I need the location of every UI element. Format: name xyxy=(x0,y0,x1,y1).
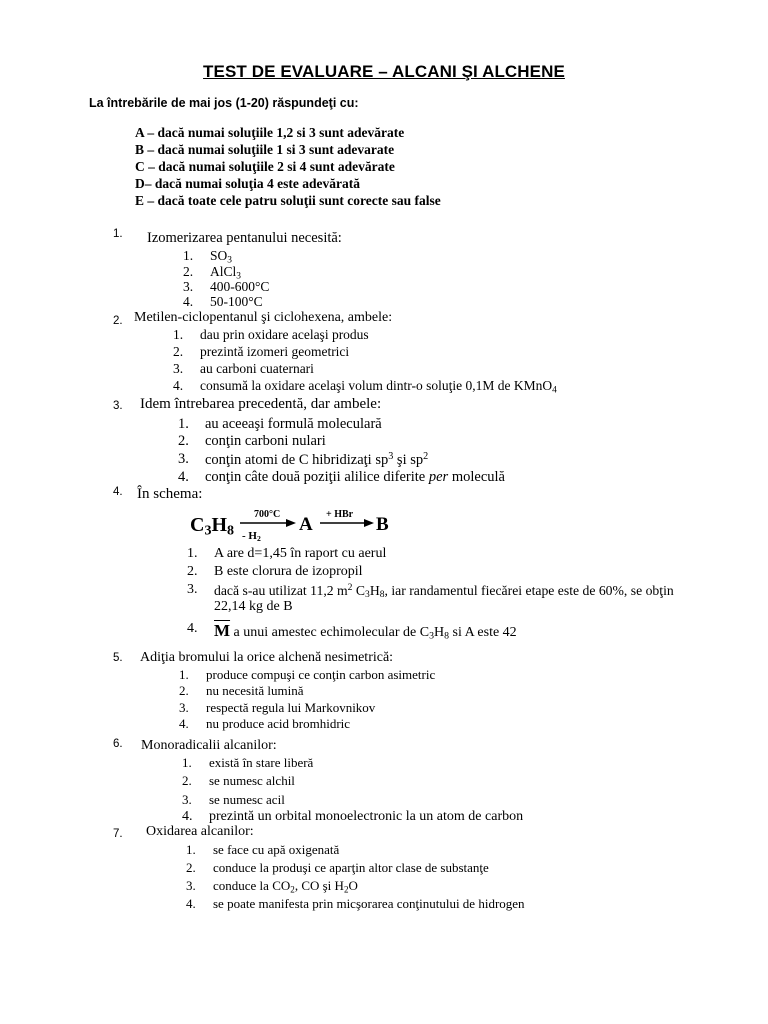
question-text: În schema: xyxy=(137,486,203,502)
answer-3: 3. se numesc acil xyxy=(182,792,285,807)
answer-4: 4. consumă la oxidare acelaşi volum dintr-o soluţie 0,1M de KMnO$_4$ xyxy=(173,378,557,396)
condition-temperature: 700°C xyxy=(254,509,281,520)
question-text: Adiţia bromului la orice alchenă nesimetrică: xyxy=(140,650,394,665)
question-text: Metilen-ciclopentanul şi ciclohexena, ambele: xyxy=(134,310,393,325)
answer-2: 2. nu necesită lumină xyxy=(179,683,304,698)
answer-1: 1. produce compuşi ce conţin carbon asimetric xyxy=(179,667,436,682)
answer-4: 4. 50-100°C xyxy=(183,294,263,309)
answer-2: 2. se numesc alchil xyxy=(182,773,295,788)
answer-4: 4. conţin câte două poziţii alilice diferite per moleculă xyxy=(178,469,505,485)
answer-3: 3. 400-600°C xyxy=(183,279,270,294)
question-number: 7. xyxy=(113,828,123,840)
option-a: A – dacă numai soluţiile 1,2 si 3 sunt adevărate xyxy=(135,125,405,140)
answer-4: 4. $\overline{M}$ a unui amestec echimolecular de $C_3H_8$ si A este 42 xyxy=(187,621,517,642)
answer-3: 3. au carboni cuaternari xyxy=(173,361,314,376)
answer-2: 2. AlCl$_3$ xyxy=(183,264,241,282)
answer-3: 3. dacă s-au utilizat 11,2 $m^2$ $C_3H_8$, iar randamentul fiecărei etape este de 60%, se obţin xyxy=(187,582,674,601)
answer-1: 1. există în stare liberă xyxy=(182,755,314,770)
question-text: Izomerizarea pentanului necesită: xyxy=(147,230,342,246)
option-d: D– dacă numai soluţia 4 este adevărată xyxy=(135,176,360,191)
arrow-icon xyxy=(320,518,374,528)
question-text: Idem întrebarea precedentă, dar ambele: xyxy=(140,396,382,412)
question-text: Oxidarea alcanilor: xyxy=(146,824,254,839)
answer-1: 1. au aceeaşi formulă moleculară xyxy=(178,416,382,432)
answer-3-continued: 22,14 kg de B xyxy=(214,599,293,614)
page-title: TEST DE EVALUARE – ALCANI ŞI ALCHENE xyxy=(203,62,565,81)
question-text: Monoradicalii alcanilor: xyxy=(141,738,277,753)
answer-key xyxy=(135,124,441,209)
instructions: La întrebările de mai jos (1-20) răspundeţi cu: xyxy=(89,96,359,110)
question-number: 1. xyxy=(113,228,123,240)
arrow-icon xyxy=(240,518,296,528)
answer-3: 3. conţin atomi de C hibridizaţi $sp^3$ şi $sp^2$ xyxy=(178,451,429,469)
option-c: C – dacă numai soluţiile 2 si 4 sunt adevărate xyxy=(135,159,395,174)
answer-2: 2. conduce la produşi ce aparţin altor clase de substanţe xyxy=(186,860,489,875)
question-number: 2. xyxy=(113,315,123,327)
question-number: 4. xyxy=(113,486,123,498)
answer-3: 3. conduce la $CO_2$, CO şi $H_2O$ xyxy=(186,878,358,895)
reactant: $C_3H_8$ xyxy=(190,514,235,539)
reaction-scheme xyxy=(190,508,410,548)
option-b: B – dacă numai soluţiile 1 si 3 sunt adevarate xyxy=(135,142,395,157)
answer-1: 1. A are d=1,45 în raport cu aerul xyxy=(187,546,387,561)
answer-1: 1. dau prin oxidare acelaşi produs xyxy=(173,327,369,342)
condition-elimination: - $H_2$ xyxy=(242,530,261,543)
option-e: E – dacă toate cele patru soluţii sunt corecte sau false xyxy=(135,193,441,208)
answer-4: 4. prezintă un orbital monoelectronic la un atom de carbon xyxy=(182,809,524,824)
answer-2: 2. prezintă izomeri geometrici xyxy=(173,344,350,359)
product-a: A xyxy=(299,514,313,535)
answer-4: 4. nu produce acid bromhidric xyxy=(179,716,351,731)
question-number: 6. xyxy=(113,738,123,750)
answer-4: 4. se poate manifesta prin micşorarea conţinutului de hidrogen xyxy=(186,896,525,911)
product-b: B xyxy=(376,514,389,535)
answer-1: 1. se face cu apă oxigenată xyxy=(186,842,340,857)
question-number: 3. xyxy=(113,400,123,412)
answer-2: 2. B este clorura de izopropil xyxy=(187,564,363,579)
question-number: 5. xyxy=(113,652,123,664)
condition-hbr: + HBr xyxy=(326,509,354,520)
answer-2: 2. conţin carboni nulari xyxy=(178,433,326,449)
answer-1: 1. $SO_3$ xyxy=(183,248,232,266)
answer-3: 3. respectă regula lui Markovnikov xyxy=(179,700,376,715)
